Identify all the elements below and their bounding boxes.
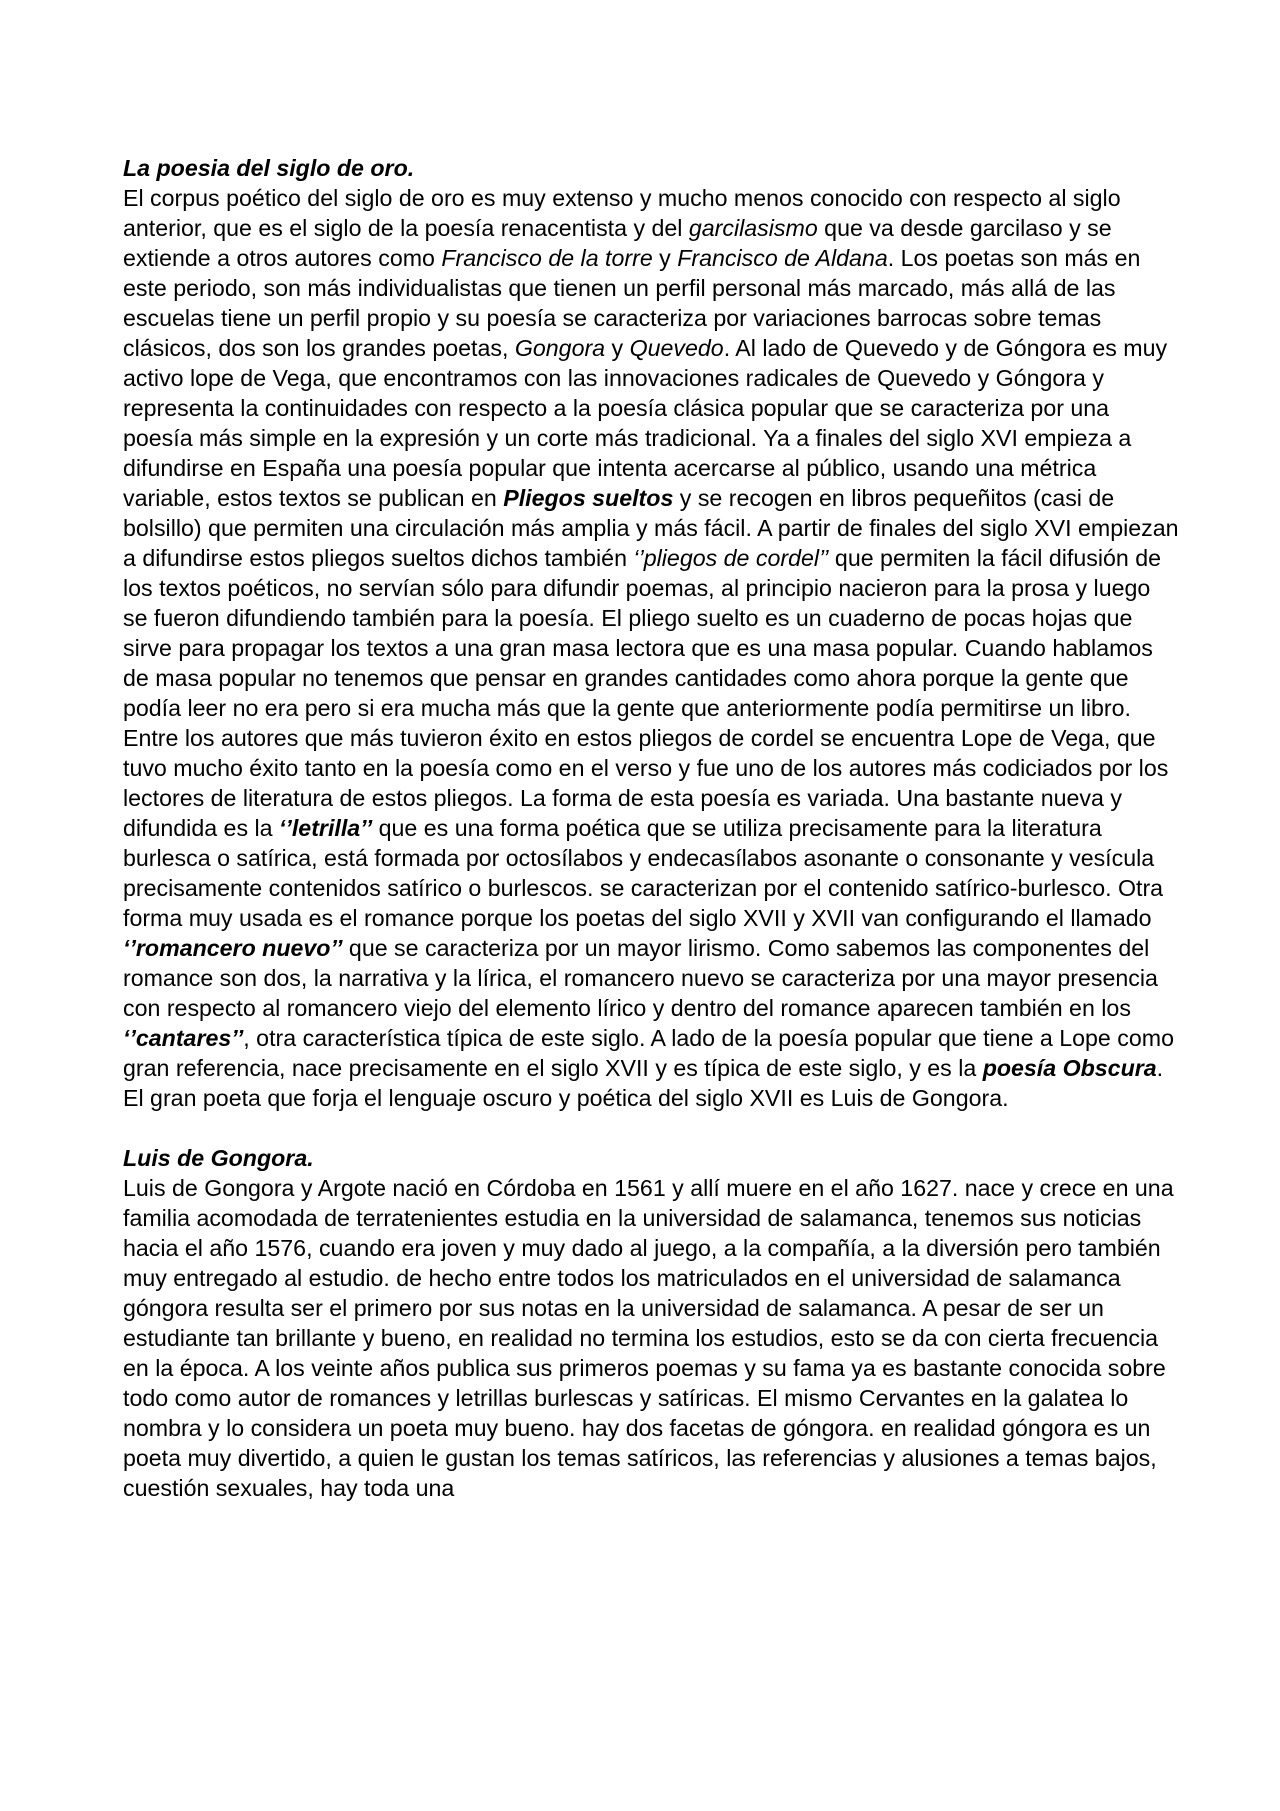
- text-segment: ‘’cantares’’: [123, 1025, 244, 1051]
- text-segment: El corpus poético del siglo de oro es muy extenso y mucho menos conocido con respecto al siglo anterior, que es el siglo de la poesía renacentista y del: [123, 185, 1121, 241]
- text-segment: Pliegos sueltos: [503, 485, 674, 511]
- text-segment: Francisco de la torre: [441, 245, 653, 271]
- text-segment: . El gran poeta que forja el lenguaje oscuro y poética del siglo XVII es Luis de Gongora.: [123, 1055, 1164, 1111]
- text-segment: que va desde garcilaso y se extiende a otros autores como: [123, 215, 1112, 271]
- text-segment: . Los poetas son más en este periodo, son más individualistas que tienen un perfil personal más marcado, más allá de las escuelas tiene un perfil propio y su poesía se caracteriza por variaciones barrocas sobre temas clásicos, dos son los grandes poetas,: [123, 245, 1141, 361]
- paragraph-siglo-de-oro: [123, 183, 1180, 1113]
- text-segment: que es una forma poética que se utiliza precisamente para la literatura burlesca o satírica, está formada por octosílabos y endecasílabos asonante o consonante y vesícula precisamente contenidos satírico o burlescos. se caracterizan por el contenido satírico-burlesco. Otra forma muy usada es el romance porque los poetas del siglo XVII y XVII van configurando el llamado: [123, 815, 1164, 931]
- text-segment: . Al lado de Quevedo y de Góngora es muy activo lope de Vega, que encontramos con las innovaciones radicales de Quevedo y Góngora y representa la continuidades con respecto a la poesía clásica popular que se caracteriza por una poesía más simple en la expresión y un corte más tradicional. Ya a finales del siglo XVI empieza a difundirse en España una poesía popular que intenta acercarse al público, usando una métrica variable, estos textos se publican en: [123, 335, 1168, 511]
- text-segment: que permiten la fácil difusión de los textos poéticos, no servían sólo para difundir poemas, al principio nacieron para la prosa y luego se fueron difundiendo también para la poesía. El pliego suelto es un cuaderno de pocas hojas que sirve para propagar los textos a una gran masa lectora que es una masa popular. Cuando hablamos de masa popular no tenemos que pensar en grandes cantidades como ahora porque la gente que podía leer no era pero si era mucha más que la gente que anteriormente podía permitirse un libro. Entre los autores que más tuvieron éxito en estos pliegos de cordel se encuentra Lope de Vega, que tuvo mucho éxito tanto en la poesía como en el verso y fue uno de los autores más codiciados por los lectores de literatura de estos pliegos. La forma de esta poesía es variada. Una bastante nueva y difundida es la: [123, 545, 1169, 841]
- text-segment: que se caracteriza por un mayor lirismo. Como sabemos las componentes del romance son dos, la narrativa y la lírica, el romancero nuevo se caracteriza por una mayor presencia con respecto al romancero viejo del elemento lírico y dentro del romance aparecen también en los: [123, 935, 1158, 1021]
- text-segment: y se recogen en libros pequeñitos (casi de bolsillo) que permiten una circulación más amplia y más fácil. A partir de finales del siglo XVI empiezan a difundirse estos pliegos sueltos dichos también: [123, 485, 1179, 571]
- text-segment: Gongora: [514, 335, 606, 361]
- section-heading-gongora: Luis de Gongora.: [123, 1145, 314, 1171]
- text-segment: ‘’letrilla’’: [278, 815, 373, 841]
- paragraph-gongora: [123, 1173, 1180, 1503]
- section-heading-siglo-de-oro: La poesia del siglo de oro.: [123, 155, 415, 181]
- text-segment: poesía Obscura: [982, 1055, 1157, 1081]
- text-segment: Quevedo: [629, 335, 724, 361]
- text-segment: ‘’romancero nuevo’’: [123, 935, 343, 961]
- text-segment: Luis de Gongora y Argote nació en Córdoba en 1561 y allí muere en el año 1627. nace y crece en una familia acomodada de terratenientes estudia en la universidad de salamanca, tenemos sus noticias hacia el año 1576, cuando era joven y muy dado al juego, a la compañía, a la diversión pero también muy entregado al estudio. de hecho entre todos los matriculados en el universidad de salamanca góngora resulta ser el primero por sus notas en la universidad de salamanca. A pesar de ser un estudiante tan brillante y bueno, en realidad no termina los estudios, esto se da con cierta frecuencia en la época. A los veinte años publica sus primeros poemas y su fama ya es bastante conocida sobre todo como autor de romances y letrillas burlescas y satíricas. El mismo Cervantes en la galatea lo nombra y lo considera un poeta muy bueno. hay dos facetas de góngora. en realidad góngora es un poeta muy divertido, a quien le gustan los temas satíricos, las referencias y alusiones a temas bajos, cuestión sexuales, hay toda una: [123, 1175, 1174, 1501]
- text-segment: ‘’pliegos de cordel’’: [633, 545, 829, 571]
- paragraph-gap: [123, 1113, 1180, 1143]
- text-segment: y: [652, 245, 678, 271]
- text-segment: garcilasismo: [688, 215, 818, 241]
- text-segment: Francisco de Aldana: [677, 245, 888, 271]
- text-segment: y: [605, 335, 630, 361]
- text-segment: , otra característica típica de este siglo. A lado de la poesía popular que tiene a Lope como gran referencia, nace precisamente en el siglo XVII y es típica de este siglo, y es la: [123, 1025, 1174, 1081]
